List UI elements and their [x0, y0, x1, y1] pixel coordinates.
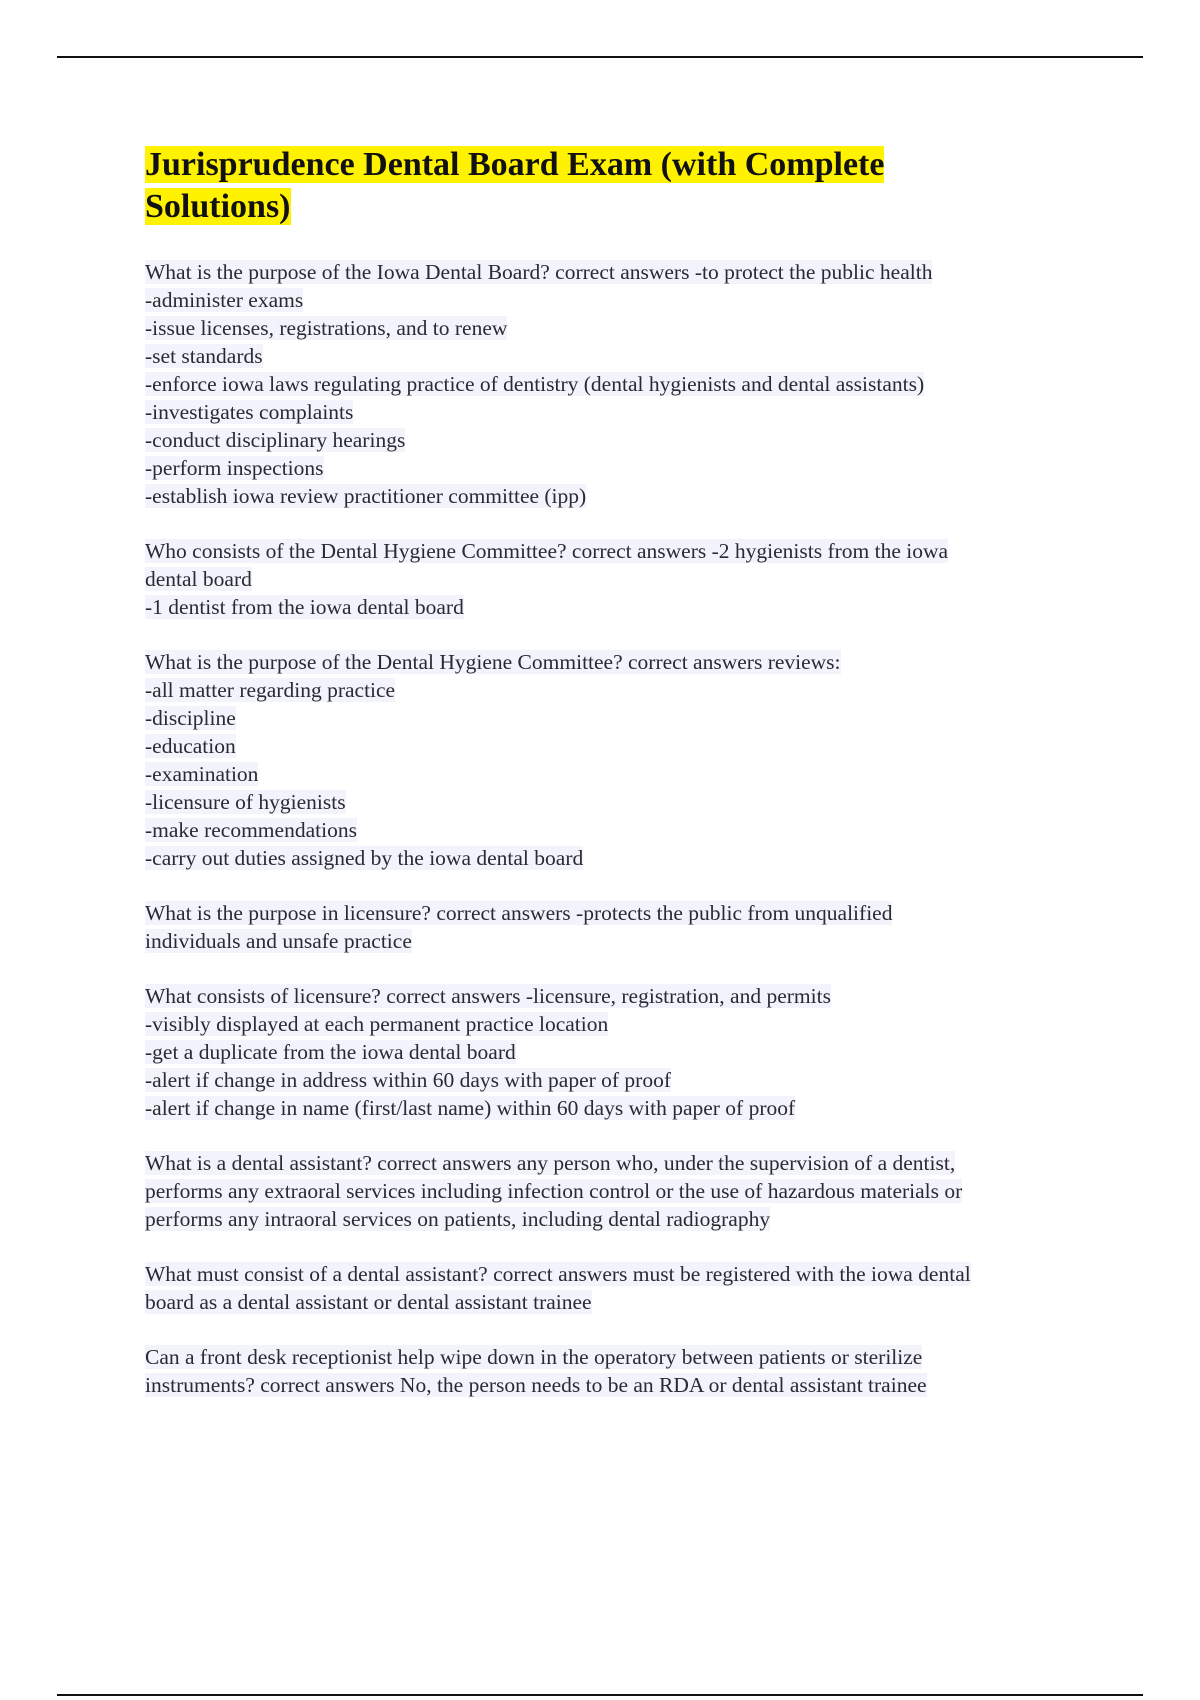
qa-line: -set standards	[145, 344, 263, 368]
qa-line: -perform inspections	[145, 456, 324, 480]
qa-line: -get a duplicate from the iowa dental board	[145, 1040, 516, 1064]
page-top-rule	[57, 56, 1143, 58]
title-line: Jurisprudence Dental Board Exam (with Complete	[145, 146, 885, 183]
qa-line: -enforce iowa laws regulating practice of dentistry (dental hygienists and dental assistants)	[145, 372, 925, 396]
document-title	[145, 144, 965, 228]
qa-line: individuals and unsafe practice	[145, 929, 412, 953]
qa-line: -make recommendations	[145, 818, 357, 842]
qa-item-dental-assistant-definition	[145, 1149, 1085, 1233]
qa-line: -licensure of hygienists	[145, 790, 346, 814]
qa-item-licensure-consists	[145, 982, 1085, 1122]
qa-item-hygiene-committee-purpose	[145, 648, 1085, 872]
qa-line: -1 dentist from the iowa dental board	[145, 595, 464, 619]
title-line: Solutions)	[145, 188, 291, 225]
qa-line: dental board	[145, 567, 252, 591]
qa-line: -establish iowa review practitioner committee (ipp)	[145, 484, 587, 508]
qa-line: performs any extraoral services including infection control or the use of hazardous materials or	[145, 1179, 963, 1203]
qa-line: -discipline	[145, 706, 236, 730]
qa-item-licensure-purpose	[145, 899, 1085, 955]
qa-item-front-desk-receptionist	[145, 1343, 1085, 1399]
qa-line: -alert if change in address within 60 days with paper of proof	[145, 1068, 671, 1092]
qa-line: -all matter regarding practice	[145, 678, 396, 702]
qa-line: instruments? correct answers No, the person needs to be an RDA or dental assistant trainee	[145, 1373, 927, 1397]
qa-line: -education	[145, 734, 236, 758]
qa-line: -conduct disciplinary hearings	[145, 428, 406, 452]
qa-item-iowa-dental-board-purpose	[145, 258, 1085, 510]
qa-line: performs any intraoral services on patients, including dental radiography	[145, 1207, 771, 1231]
qa-line: Who consists of the Dental Hygiene Committee? correct answers -2 hygienists from the iowa	[145, 539, 949, 563]
qa-line: -carry out duties assigned by the iowa dental board	[145, 846, 584, 870]
qa-line: -examination	[145, 762, 259, 786]
qa-line: What must consist of a dental assistant? correct answers must be registered with the iowa dental	[145, 1262, 971, 1286]
qa-item-dental-assistant-requirement	[145, 1260, 1085, 1316]
qa-line: -administer exams	[145, 288, 304, 312]
qa-line: -investigates complaints	[145, 400, 354, 424]
qa-line: What is the purpose of the Dental Hygiene Committee? correct answers reviews:	[145, 650, 841, 674]
qa-line: -visibly displayed at each permanent practice location	[145, 1012, 609, 1036]
qa-line: -alert if change in name (first/last name) within 60 days with paper of proof	[145, 1096, 796, 1120]
qa-line: What is the purpose of the Iowa Dental Board? correct answers -to protect the public health	[145, 260, 933, 284]
qa-line: Can a front desk receptionist help wipe down in the operatory between patients or sterilize	[145, 1345, 923, 1369]
qa-line: What is the purpose in licensure? correct answers -protects the public from unqualified	[145, 901, 893, 925]
qa-line: board as a dental assistant or dental assistant trainee	[145, 1290, 592, 1314]
page-bottom-rule	[57, 1694, 1143, 1696]
document-body	[145, 144, 1085, 1426]
qa-line: What is a dental assistant? correct answers any person who, under the supervision of a dentist,	[145, 1151, 956, 1175]
qa-line: What consists of licensure? correct answers -licensure, registration, and permits	[145, 984, 831, 1008]
qa-line: -issue licenses, registrations, and to renew	[145, 316, 508, 340]
qa-item-hygiene-committee-members	[145, 537, 1085, 621]
